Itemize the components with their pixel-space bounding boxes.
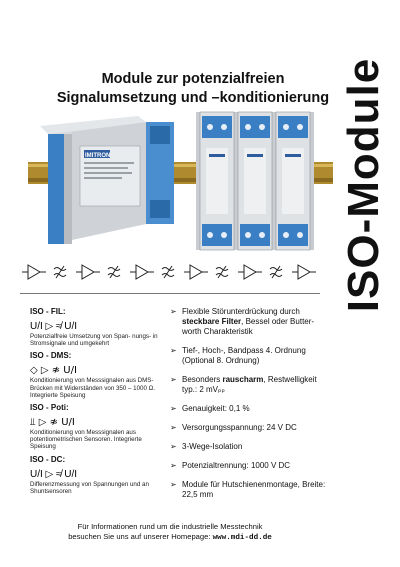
module-iso-dc <box>30 455 168 495</box>
svg-text:◇ ▷ ≉ U/I: ◇ ▷ ≉ U/I <box>30 365 77 377</box>
module-description: Differenzmessung von Spannungen und an Shuntsensoren <box>30 480 149 495</box>
module-signal-chain-icon <box>30 362 130 376</box>
amplifier-icon <box>130 265 154 279</box>
feature-item: ➢ Potenzialtrennung: 1000 V DC <box>170 461 291 470</box>
arrow-bullet-icon: ➢ <box>170 461 177 470</box>
arrow-bullet-icon: ➢ <box>170 404 177 413</box>
footer-line-1: Für Informationen rund um die industrielle Messtechnik <box>77 522 263 531</box>
feature-item: ➢ Flexible Störunterdrückung durch steckbare Filter, Bessel oder Butter- worth Charakteristik <box>170 307 315 336</box>
feature-item: ➢ 3-Wege-Isolation <box>170 442 243 451</box>
module-iso-fil <box>30 307 168 347</box>
page-title <box>48 70 338 108</box>
amplifier-icon <box>292 265 316 279</box>
svg-text:U/I ▷ ≉ U/I: U/I ▷ ≉ U/I <box>30 468 78 480</box>
module-iso-dms <box>30 351 168 399</box>
module-iso-poti <box>30 403 168 451</box>
amplifier-icon <box>238 265 262 279</box>
module-name: ISO - FIL: <box>30 307 66 316</box>
feature-item: ➢ Tief-, Hoch-, Bandpass 4. Ordnung (Optional 8. Ordnung) <box>170 346 306 365</box>
amplifier-icon <box>184 265 208 279</box>
filter-icon <box>270 266 282 278</box>
svg-text:U/I ▷ ≉ U/I: U/I ▷ ≉ U/I <box>30 321 78 332</box>
arrow-bullet-icon: ➢ <box>170 480 177 489</box>
filter-icon <box>216 266 228 278</box>
module-name: ISO - DMS: <box>30 351 72 361</box>
arrow-bullet-icon: ➢ <box>170 442 177 451</box>
amplifier-icon <box>22 265 46 279</box>
module-name: ISO - DC: <box>30 454 66 464</box>
footer <box>20 522 320 543</box>
filter-icon <box>54 266 66 278</box>
footer-line-2: besuchen Sie uns auf unserer Homepage: www.mdi-dd.de <box>68 532 272 542</box>
brand-logo: IMITRON <box>85 153 111 159</box>
module-signal-chain-icon <box>30 466 130 480</box>
feature-list <box>170 307 330 509</box>
vertical-title-text: ISO-Module <box>339 57 388 313</box>
section-divider <box>20 293 320 294</box>
module-list <box>30 307 168 499</box>
module-description: Konditionierung von Messsignalen aus potentiometrischen Sensoren. Integrierte Speisung <box>30 429 142 451</box>
feature-item: ➢ Besonders rauscharm, Restwelligkeit typ.: 2 mVₚₚ <box>170 375 317 394</box>
module-side-view <box>40 116 174 244</box>
feature-item: ➢ Module für Hutschienenmontage, Breite: 22,5 mm <box>170 480 326 499</box>
arrow-bullet-icon: ➢ <box>170 346 177 355</box>
arrow-bullet-icon: ➢ <box>170 307 177 316</box>
amplifier-icon <box>76 265 100 279</box>
module-description: Potenzialfreie Umsetzung von Span- nungs- in Stromsignale und umgekehrt <box>30 333 158 348</box>
homepage-link[interactable]: www.mdi-dd.de <box>212 534 272 542</box>
filter-icon <box>108 266 120 278</box>
arrow-bullet-icon: ➢ <box>170 423 177 432</box>
arrow-bullet-icon: ➢ <box>170 375 177 384</box>
module-front-view <box>196 112 314 250</box>
filter-icon <box>162 266 174 278</box>
vertical-title <box>338 57 390 313</box>
module-signal-chain-icon <box>30 318 130 332</box>
svg-text:⫫ ▷ ≉ U/I: ⫫ ▷ ≉ U/I <box>30 417 75 429</box>
signal-symbol-row <box>20 262 320 282</box>
title-line-2: Signalumsetzung und –konditionierung <box>56 90 330 106</box>
module-name: ISO - Poti: <box>30 403 69 413</box>
product-photo <box>28 104 333 254</box>
module-description: Konditionierung von Messsignalen aus DMS-Brücken mit Widerständen von 350 – 1000 Ω. Integrierte Speisung <box>30 377 156 399</box>
feature-item: ➢ Versorgungsspannung: 24 V DC <box>170 423 297 432</box>
module-signal-chain-icon <box>30 414 130 428</box>
title-line-1: Module zur potenzialfreien <box>101 71 285 87</box>
feature-item: ➢ Genauigkeit: 0,1 % <box>170 404 250 413</box>
